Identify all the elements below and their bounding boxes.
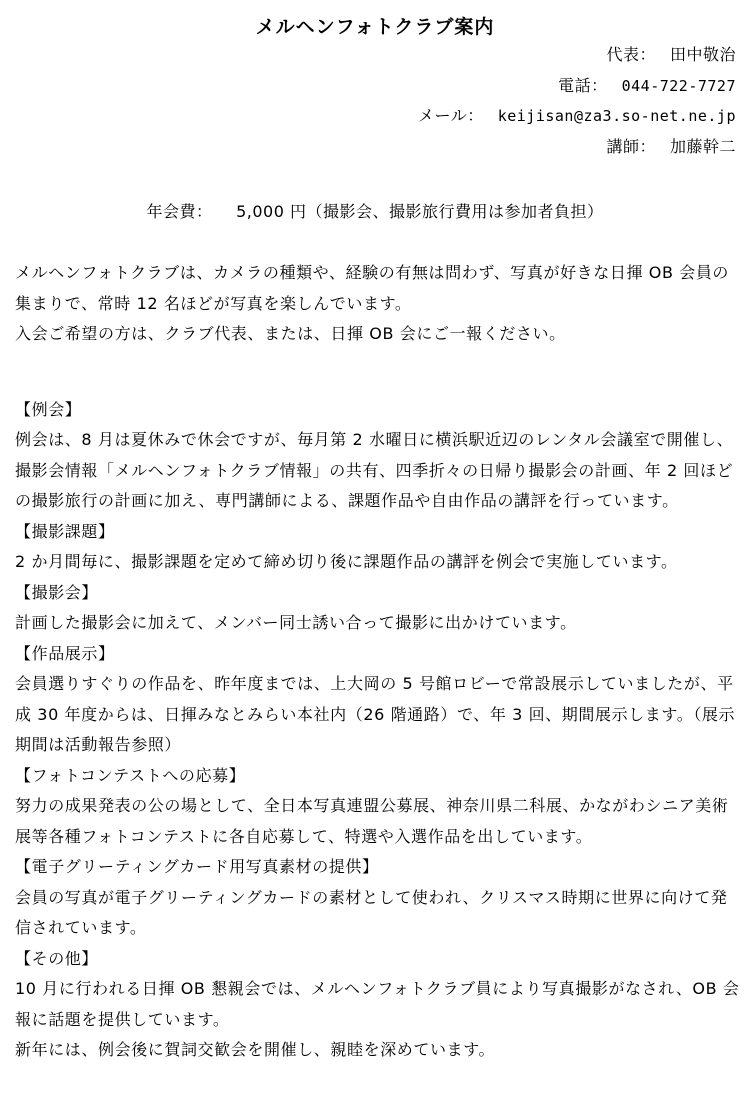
phone-number: 044-722-7727: [621, 76, 736, 95]
section-paragraph: 新年には、例会後に賀詞交歓会を開催し、親睦を深めています。: [15, 1040, 496, 1059]
instructor-name: 加藤幹二: [669, 136, 736, 156]
section-paragraph: 例会は、8 月は夏休みで休会ですが、毎月第 2 水曜日に横浜駅近辺のレンタル会議室で開催し、撮影会情報「メルヘンフォトクラブ情報」の共有、四季折々の日帰り撮影会の計画、年 2 回ほどの撮影旅行の計画に加え、専門講師による、課題作品や自由作品の講評を行っています。: [15, 430, 734, 510]
section-paragraph: 会員の写真が電子グリーティングカードの素材として使われ、クリスマス時期に世界に向けて発信されています。: [15, 887, 728, 937]
section-paragraph: 2 か月間毎に、撮影課題を定めて締め切り後に課題作品の講評を例会で実施しています。: [15, 552, 678, 571]
annual-fee-label: 年会費：: [146, 202, 213, 221]
section-heading-contests: 【フォトコンテストへの応募】: [15, 765, 246, 785]
section-heading-other: 【その他】: [15, 948, 99, 968]
email-address: keijisan@za3.so-net.ne.jp: [497, 107, 736, 125]
instructor-line: [136, 134, 736, 165]
representative-line: [136, 42, 736, 73]
intro-paragraph: 入会ご希望の方は、クラブ代表、または、日揮 OB 会にご一報ください。: [15, 324, 566, 343]
section-heading-meetings: 【例会】: [15, 399, 82, 419]
section-paragraph: 計画した撮影会に加えて、メンバー同士誘い合って撮影に出かけています。: [15, 613, 577, 632]
email-label: メール：: [418, 106, 484, 125]
annual-fee-line: [0, 199, 750, 222]
section-heading-assignments: 【撮影課題】: [15, 521, 115, 541]
representative-label: 代表：: [606, 45, 656, 64]
section-heading-greeting-cards: 【電子グリーティングカード用写真素材の提供】: [15, 857, 379, 876]
document-body: [15, 258, 740, 1066]
intro-paragraph: メルヘンフォトクラブは、カメラの種類や、経験の有無は問わず、写真が好きな日揮 OB 会員の集まりで、常時 12 名ほどが写真を楽しんでいます。: [15, 263, 730, 313]
representative-name: 田中敬治: [669, 45, 736, 64]
instructor-label: 講師：: [606, 136, 656, 156]
section-heading-exhibitions: 【作品展示】: [15, 643, 115, 663]
email-line: [136, 103, 736, 134]
contact-block: [136, 42, 736, 164]
document-title: メルヘンフォトクラブ案内: [255, 16, 495, 38]
annual-fee-value: 5,000 円（撮影会、撮影旅行費用は参加者負担）: [236, 202, 604, 221]
section-paragraph: 努力の成果発表の公の場として、全日本写真連盟公募展、神奈川県二科展、かながわシニア美術展等各種フォトコンテストに各自応募して、特選や入選作品を出しています。: [15, 796, 729, 846]
section-paragraph: 会員選りすぐりの作品を、昨年度までは、上大岡の 5 号館ロビーで常設展示していましたが、平成 30 年度からは、日揮みなとみらい本社内（26 階通路）で、年 3 回、期間展示します。（展示期間は活動報告参照）: [15, 674, 736, 754]
phone-line: [136, 73, 736, 104]
section-heading-photo-sessions: 【撮影会】: [15, 582, 99, 602]
section-spacer: [15, 350, 740, 395]
phone-label: 電話：: [558, 75, 608, 95]
section-paragraph: 10 月に行われる日揮 OB 懇親会では、メルヘンフォトクラブ員により写真撮影がなされ、OB 会報に話題を提供しています。: [15, 979, 740, 1029]
